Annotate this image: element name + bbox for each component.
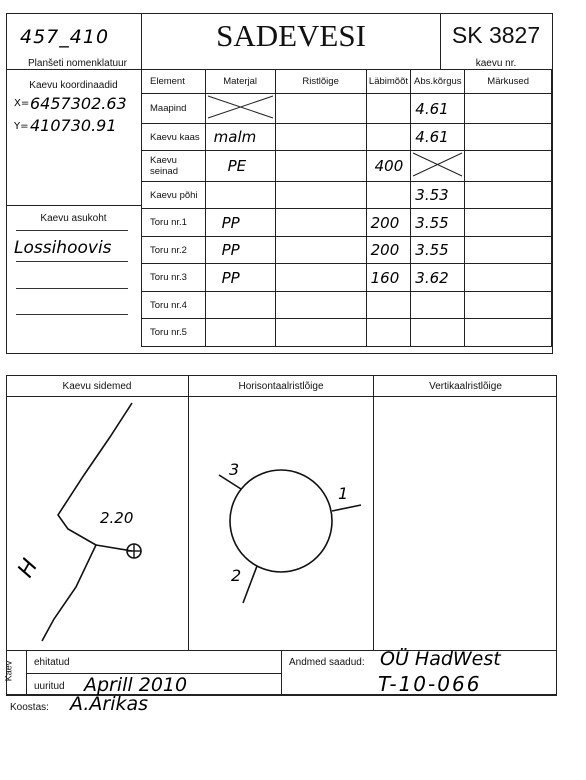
coord-x-value: 6457302.63 <box>30 94 127 113</box>
row-notes <box>465 292 552 319</box>
row-diameter <box>366 182 411 209</box>
row-elevation: 3.55 <box>411 237 465 264</box>
row-notes <box>465 237 552 264</box>
col-header-notes: Märkused <box>465 70 552 94</box>
table-row <box>142 292 552 319</box>
row-material: PP <box>205 264 275 292</box>
section-horizontal-label: Horisontaalristlõige <box>238 381 324 392</box>
location-line-1 <box>16 230 128 231</box>
horizontal-section-sketch <box>189 397 373 650</box>
row-notes <box>465 182 552 209</box>
well-code: SK 3827 <box>451 22 541 48</box>
data-by-label: Andmed saadud: <box>289 657 365 668</box>
location-value: Lossihoovis <box>14 238 112 258</box>
location-label: Kaevu asukoht <box>40 213 107 224</box>
row-element: Maapind <box>142 94 206 124</box>
element-table <box>141 69 552 347</box>
row-elevation: 3.55 <box>411 209 465 237</box>
location-line-3 <box>16 288 128 289</box>
crossed-cell <box>275 94 366 124</box>
row-notes <box>465 264 552 292</box>
table-row <box>142 124 552 151</box>
row-diameter <box>366 124 411 151</box>
compiled-label: Koostas: <box>10 702 49 713</box>
row-notes <box>465 124 552 151</box>
kaev-label: Kaev <box>3 660 14 682</box>
row-cross <box>275 292 366 319</box>
cross-mark <box>206 94 275 120</box>
nomenclature-value: 457_410 <box>20 26 110 48</box>
pipe-1-line <box>332 505 361 511</box>
surveyed-value: Aprill 2010 <box>84 674 188 696</box>
page-title: SADEVESI <box>216 18 366 53</box>
table-row <box>142 264 552 292</box>
row-diameter <box>366 319 411 347</box>
row-cross <box>275 209 366 237</box>
row-elevation: 3.53 <box>411 182 465 209</box>
cross-mark <box>411 151 464 178</box>
table-row <box>142 94 552 124</box>
section-vertical-label: Vertikaalristlõige <box>429 381 502 392</box>
row-diameter <box>366 94 411 124</box>
coord-y-value: 410730.91 <box>30 116 117 135</box>
pipe-2-label: 2 <box>231 566 242 585</box>
row-diameter: 200 <box>366 209 411 237</box>
pipe-2-line <box>243 566 257 603</box>
row-elevation: 4.61 <box>411 124 465 151</box>
row-cross <box>275 237 366 264</box>
col-header-cross: Ristlõige <box>275 70 366 94</box>
row-notes <box>465 319 552 347</box>
table-row <box>142 237 552 264</box>
surveyed-label: uuritud <box>34 681 65 692</box>
row-elevation <box>411 319 465 347</box>
section-connections-label: Kaevu sidemed <box>62 381 132 392</box>
row-material: malm <box>205 124 275 151</box>
connections-sketch <box>6 397 188 650</box>
location-line-2 <box>16 261 128 262</box>
table-row <box>142 182 552 209</box>
col-header-elevation: Abs.kõrgus <box>411 70 465 94</box>
row-material <box>205 292 275 319</box>
well-no-label: kaevu nr. <box>475 58 517 69</box>
section-divider-2 <box>373 375 374 650</box>
crossed-cell <box>411 151 465 182</box>
sketch-side-label: H <box>13 555 44 582</box>
row-notes <box>465 94 552 124</box>
row-element: Toru nr.2 <box>142 237 206 264</box>
left-block-mid-line <box>6 205 142 206</box>
row-cross <box>275 124 366 151</box>
row-material: PE <box>205 151 275 182</box>
col-header-element: Element <box>142 70 206 94</box>
row-material <box>205 182 275 209</box>
coords-label: Kaevu koordinaadid <box>29 80 118 91</box>
table-row <box>142 209 552 237</box>
row-cross <box>275 319 366 347</box>
row-element: Toru nr.3 <box>142 264 206 292</box>
row-elevation <box>411 292 465 319</box>
row-diameter <box>366 292 411 319</box>
col-header-diameter: Läbimõõt <box>366 70 411 94</box>
row-element: Kaevu kaas <box>142 124 206 151</box>
row-material: PP <box>205 237 275 264</box>
row-elevation: 4.61 <box>411 94 465 124</box>
row-diameter: 400 <box>366 151 411 182</box>
row-cross <box>275 264 366 292</box>
row-notes <box>465 151 552 182</box>
row-diameter: 200 <box>366 237 411 264</box>
row-notes <box>465 209 552 237</box>
table-row <box>142 319 552 347</box>
footer-mid-divider <box>281 650 282 695</box>
row-element: Kaevu seinad <box>142 151 206 182</box>
well-circle <box>230 470 332 572</box>
left-block-top-line <box>6 69 142 70</box>
compiled-value: A.Arikas <box>70 693 149 715</box>
row-element: Kaevu põhi <box>142 182 206 209</box>
row-element: Toru nr.4 <box>142 292 206 319</box>
row-cross <box>275 151 366 182</box>
col-header-material: Materjal <box>205 70 275 94</box>
coord-x-prefix: X= <box>14 98 30 109</box>
row-element: Toru nr.5 <box>142 319 206 347</box>
job-number: T-10-066 <box>378 672 482 696</box>
location-line-4 <box>16 314 128 315</box>
cross-mark <box>276 96 366 122</box>
row-elevation: 3.62 <box>411 264 465 292</box>
row-material <box>205 319 275 347</box>
pipe-3-label: 3 <box>229 460 240 479</box>
table-header-row <box>142 70 552 94</box>
row-material: PP <box>205 209 275 237</box>
row-element: Toru nr.1 <box>142 209 206 237</box>
row-cross <box>275 182 366 209</box>
row-diameter: 160 <box>366 264 411 292</box>
table-row <box>142 151 552 182</box>
data-by-value: OÜ HadWest <box>380 648 501 670</box>
built-label: ehitatud <box>34 657 70 668</box>
crossed-cell <box>205 94 275 124</box>
coord-y-prefix: Y= <box>14 121 29 132</box>
sketch-level-value: 2.20 <box>100 509 134 527</box>
pipe-1-label: 1 <box>338 484 349 503</box>
nomenclature-label: Planšeti nomenklatuur <box>28 58 127 69</box>
